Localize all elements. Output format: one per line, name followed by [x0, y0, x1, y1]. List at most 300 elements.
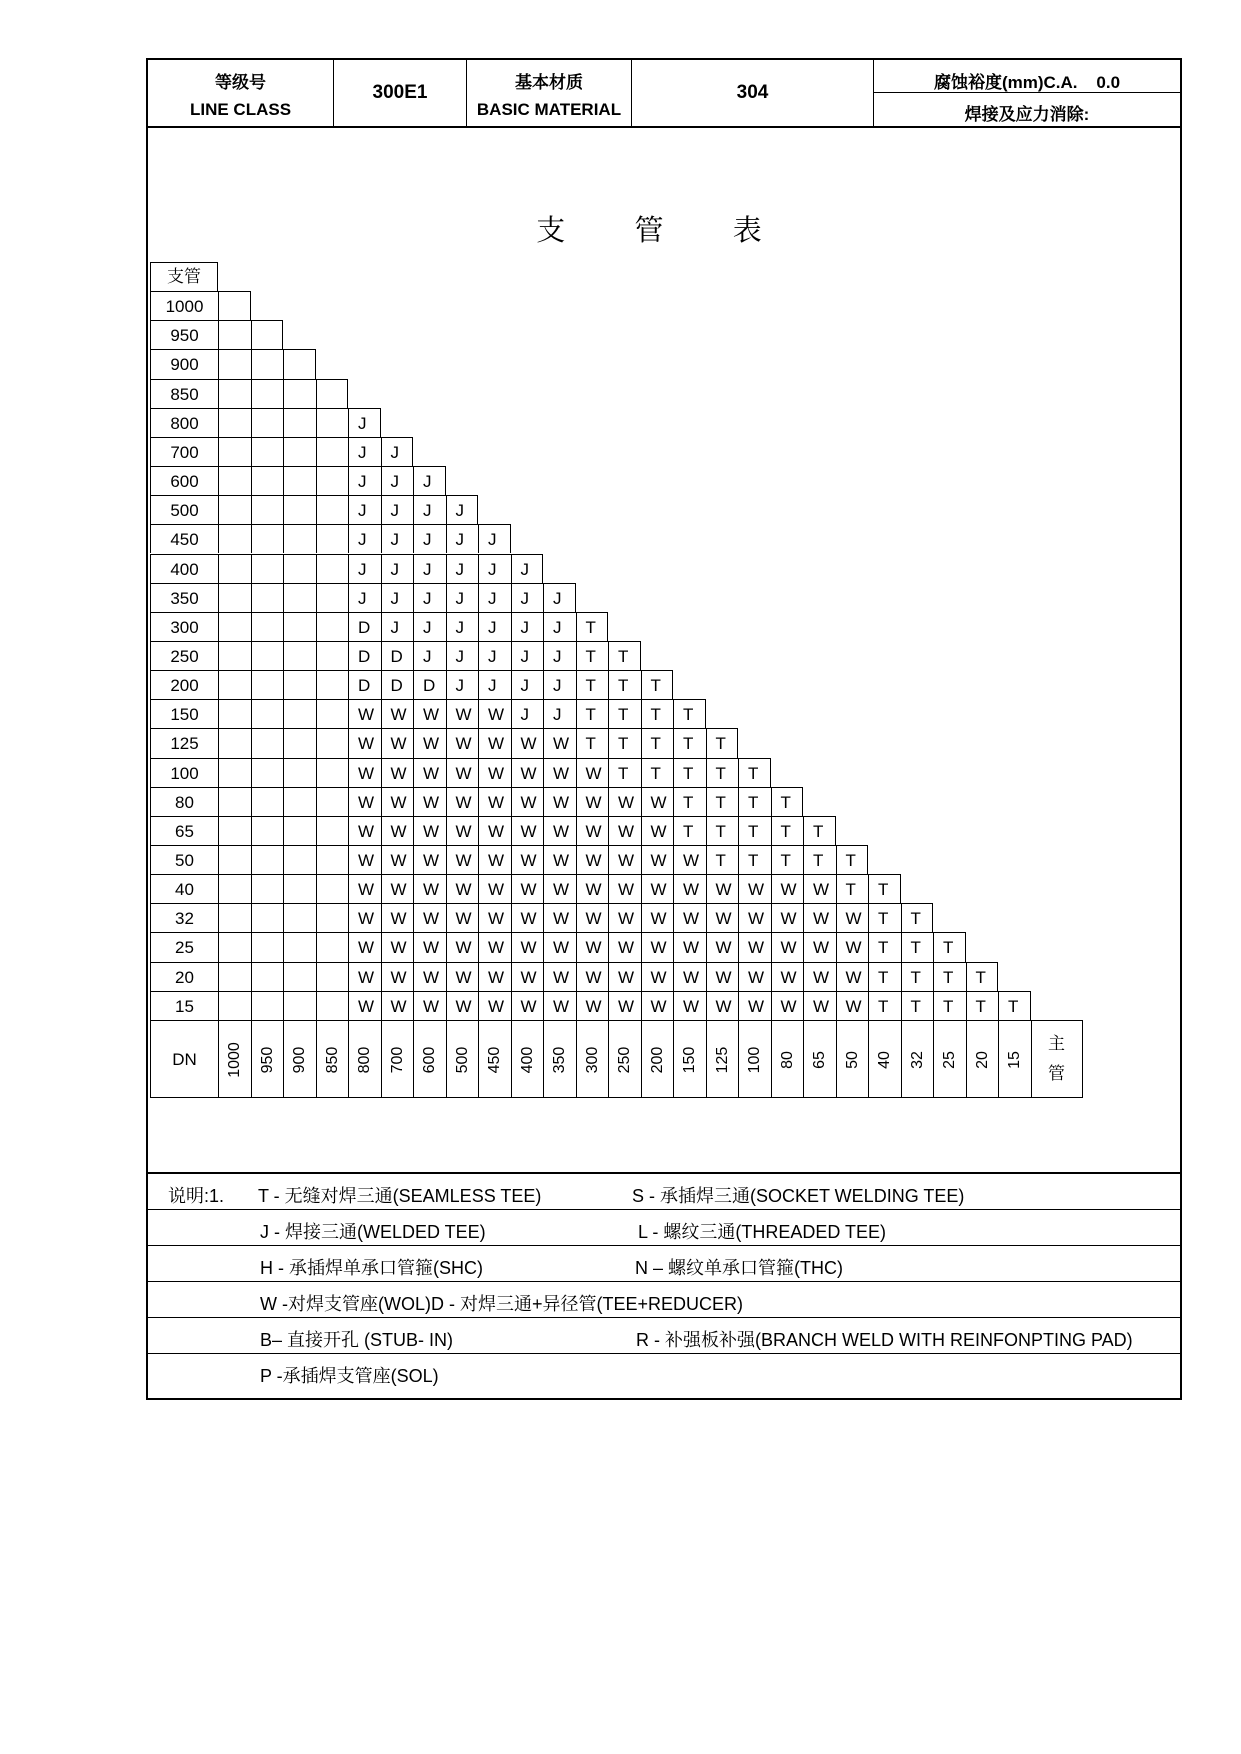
main-size-label	[218, 1020, 251, 1098]
branch-size-label: 1000	[150, 291, 218, 320]
table-cell	[316, 903, 349, 932]
branch-size-label: 100	[150, 758, 218, 787]
table-cell	[316, 874, 349, 903]
main-size-label	[673, 1020, 706, 1098]
main-size-label	[348, 1020, 381, 1098]
table-cell: J	[413, 612, 446, 641]
table-cell	[251, 670, 284, 699]
note-left: J - 焊接三通(WELDED TEE)	[260, 1222, 486, 1242]
material-value-cell	[632, 60, 874, 126]
table-cell: W	[348, 962, 381, 991]
table-cell: J	[348, 437, 381, 466]
table-cell: W	[608, 903, 641, 932]
branch-size-label: 900	[150, 349, 218, 378]
table-cell: J	[543, 583, 576, 612]
branch-size-label: 800	[150, 408, 218, 437]
main-size-label	[738, 1020, 771, 1098]
table-cell	[283, 641, 316, 670]
table-cell	[218, 554, 251, 583]
note-right: L - 螺纹三通(THREADED TEE)	[638, 1222, 887, 1242]
table-cell	[316, 670, 349, 699]
table-cell: J	[511, 583, 544, 612]
table-cell	[316, 932, 349, 961]
table-cell	[218, 641, 251, 670]
table-cell: D	[381, 670, 414, 699]
note-row	[148, 1354, 1180, 1390]
table-cell	[218, 612, 251, 641]
table-cell: W	[478, 728, 511, 757]
note-row	[148, 1246, 1180, 1282]
table-cell	[251, 554, 284, 583]
table-cell: W	[478, 787, 511, 816]
main-size-label	[998, 1020, 1031, 1098]
branch-size-label: 50	[150, 845, 218, 874]
table-cell: W	[608, 962, 641, 991]
table-cell: W	[673, 874, 706, 903]
main-size-text: 900	[291, 1046, 308, 1074]
table-cell: T	[901, 903, 934, 932]
welding-stress-relief: 焊接及应力消除:	[964, 105, 1090, 124]
main-size-label	[446, 1020, 479, 1098]
note-row	[148, 1282, 1180, 1318]
table-cell: W	[576, 787, 609, 816]
table-cell: W	[673, 962, 706, 991]
table-cell	[283, 845, 316, 874]
table-cell: W	[608, 816, 641, 845]
table-cell: J	[446, 554, 479, 583]
table-cell: W	[478, 991, 511, 1020]
table-cell	[218, 320, 251, 349]
table-cell: W	[446, 758, 479, 787]
table-cell: W	[576, 816, 609, 845]
table-cell: W	[446, 728, 479, 757]
table-cell: W	[836, 962, 869, 991]
main-size-label	[251, 1020, 284, 1098]
main-size-label	[901, 1020, 934, 1098]
line-class-value-cell	[334, 60, 467, 126]
table-cell: W	[543, 903, 576, 932]
table-cell: W	[511, 874, 544, 903]
table-cell: T	[901, 962, 934, 991]
main-size-text: 950	[258, 1046, 276, 1074]
table-cell: W	[413, 903, 446, 932]
main-size-text: 600	[421, 1046, 438, 1074]
table-cell: W	[803, 962, 836, 991]
table-cell	[283, 495, 316, 524]
notes-prefix: 说明:1.	[168, 1186, 225, 1206]
table-cell: D	[381, 641, 414, 670]
table-cell: W	[641, 903, 674, 932]
main-size-text: 80	[778, 1051, 796, 1069]
notes-block	[148, 1172, 1180, 1386]
main-size-text: 200	[648, 1046, 666, 1074]
main-size-label	[706, 1020, 739, 1098]
table-cell: J	[413, 554, 446, 583]
table-cell: W	[348, 903, 381, 932]
table-cell	[316, 787, 349, 816]
branch-size-label: 350	[150, 583, 218, 612]
table-cell	[316, 379, 349, 408]
table-cell: W	[478, 962, 511, 991]
table-cell	[218, 437, 251, 466]
branch-size-label: 80	[150, 787, 218, 816]
table-cell	[283, 524, 316, 553]
table-cell: W	[413, 816, 446, 845]
table-cell	[251, 437, 284, 466]
table-cell: W	[478, 816, 511, 845]
main-size-label	[478, 1020, 511, 1098]
header-block	[148, 60, 1180, 128]
table-cell: T	[641, 699, 674, 728]
main-size-text: 400	[518, 1046, 536, 1074]
table-cell: W	[413, 758, 446, 787]
table-cell: J	[413, 524, 446, 553]
table-cell	[218, 466, 251, 495]
table-cell: T	[608, 670, 641, 699]
table-cell: J	[413, 641, 446, 670]
corrosion-cell	[874, 60, 1180, 126]
branch-size-label: 15	[150, 991, 218, 1020]
table-cell	[218, 728, 251, 757]
main-size-label	[868, 1020, 901, 1098]
table-cell: J	[446, 583, 479, 612]
main-size-label	[641, 1020, 674, 1098]
table-cell: W	[413, 845, 446, 874]
table-cell	[316, 408, 349, 437]
table-cell: W	[413, 699, 446, 728]
table-cell: J	[446, 670, 479, 699]
table-cell: W	[576, 903, 609, 932]
table-cell	[316, 699, 349, 728]
branch-size-label: 125	[150, 728, 218, 757]
table-cell: J	[413, 466, 446, 495]
table-cell: T	[803, 816, 836, 845]
table-cell	[251, 903, 284, 932]
table-cell: T	[868, 932, 901, 961]
table-cell	[283, 728, 316, 757]
main-header-char: 管	[1048, 1063, 1065, 1084]
table-cell: T	[706, 816, 739, 845]
table-cell: J	[413, 495, 446, 524]
table-cell: T	[868, 962, 901, 991]
table-cell: W	[641, 932, 674, 961]
table-cell	[283, 699, 316, 728]
main-size-text: 40	[876, 1051, 893, 1069]
table-cell: T	[868, 991, 901, 1020]
table-cell: W	[511, 845, 544, 874]
table-cell: W	[511, 962, 544, 991]
table-cell	[218, 408, 251, 437]
table-cell	[283, 816, 316, 845]
table-cell	[316, 641, 349, 670]
table-cell: W	[771, 874, 804, 903]
table-cell	[283, 612, 316, 641]
page-title: 支 管 表	[536, 213, 792, 247]
note-right: N – 螺纹单承口管箍(THC)	[635, 1258, 843, 1278]
table-cell	[283, 962, 316, 991]
table-cell: W	[511, 932, 544, 961]
table-cell: W	[348, 816, 381, 845]
main-size-text: 1000	[226, 1042, 243, 1078]
table-cell: T	[706, 845, 739, 874]
table-cell	[283, 670, 316, 699]
table-cell: W	[608, 932, 641, 961]
table-cell: J	[348, 495, 381, 524]
table-cell: W	[738, 874, 771, 903]
table-cell	[218, 816, 251, 845]
note-right: R - 补强板补强(BRANCH WELD WITH REINFONPTING PAD)	[636, 1330, 1133, 1350]
table-cell: W	[446, 962, 479, 991]
table-cell: J	[543, 612, 576, 641]
table-cell	[251, 787, 284, 816]
table-cell: T	[966, 962, 999, 991]
table-cell: W	[641, 816, 674, 845]
main-size-text: 350	[551, 1046, 568, 1074]
table-cell: W	[446, 991, 479, 1020]
table-cell: J	[381, 612, 414, 641]
table-cell: W	[413, 874, 446, 903]
table-cell: W	[348, 845, 381, 874]
table-cell: T	[706, 787, 739, 816]
note-row	[148, 1174, 1180, 1210]
main-size-text: 500	[453, 1046, 471, 1074]
note-left: B– 直接开孔 (STUB- IN)	[260, 1330, 454, 1350]
table-cell: W	[348, 787, 381, 816]
table-cell	[283, 437, 316, 466]
table-cell: W	[576, 932, 609, 961]
table-cell	[251, 379, 284, 408]
main-size-label	[381, 1020, 414, 1098]
branch-size-label: 700	[150, 437, 218, 466]
branch-size-label: 250	[150, 641, 218, 670]
table-cell: W	[576, 845, 609, 874]
material-en: BASIC MATERIAL	[476, 100, 622, 119]
table-cell	[218, 524, 251, 553]
table-cell: J	[446, 612, 479, 641]
table-cell: T	[673, 728, 706, 757]
table-cell: D	[348, 641, 381, 670]
table-cell: J	[511, 699, 544, 728]
table-cell	[316, 524, 349, 553]
table-cell: W	[543, 962, 576, 991]
table-cell: W	[836, 932, 869, 961]
table-cell: W	[706, 991, 739, 1020]
main-size-text: 125	[713, 1046, 731, 1074]
table-cell: J	[478, 641, 511, 670]
table-cell: W	[381, 991, 414, 1020]
main-size-label	[576, 1020, 609, 1098]
branch-size-label: 850	[150, 379, 218, 408]
table-cell	[316, 583, 349, 612]
table-cell	[251, 991, 284, 1020]
table-cell	[316, 991, 349, 1020]
table-cell: T	[706, 758, 739, 787]
table-cell: W	[381, 787, 414, 816]
table-cell: J	[413, 583, 446, 612]
table-cell: W	[478, 699, 511, 728]
table-cell: T	[901, 991, 934, 1020]
table-cell: W	[446, 816, 479, 845]
main-size-label	[608, 1020, 641, 1098]
line-class-cell	[148, 60, 334, 126]
table-cell: W	[608, 787, 641, 816]
table-cell: J	[543, 641, 576, 670]
table-cell: W	[478, 758, 511, 787]
table-cell: W	[511, 903, 544, 932]
table-cell	[283, 932, 316, 961]
table-cell	[316, 495, 349, 524]
table-cell: W	[543, 874, 576, 903]
table-cell	[316, 437, 349, 466]
main-header	[1031, 1020, 1083, 1098]
table-cell	[218, 903, 251, 932]
main-size-label	[966, 1020, 999, 1098]
table-cell: W	[543, 728, 576, 757]
table-cell: J	[478, 612, 511, 641]
main-size-text: 250	[616, 1046, 633, 1074]
table-cell	[283, 903, 316, 932]
table-cell: W	[608, 845, 641, 874]
table-cell: W	[576, 758, 609, 787]
table-cell: W	[381, 758, 414, 787]
table-cell: D	[413, 670, 446, 699]
main-size-text: 25	[941, 1051, 958, 1069]
table-cell: W	[706, 932, 739, 961]
table-cell: W	[381, 816, 414, 845]
branch-size-label: 150	[150, 699, 218, 728]
table-cell: T	[868, 903, 901, 932]
table-cell: W	[576, 962, 609, 991]
table-cell: T	[998, 991, 1031, 1020]
note-row	[148, 1318, 1180, 1354]
table-cell: W	[446, 699, 479, 728]
main-size-text: 65	[811, 1051, 828, 1069]
table-cell: J	[446, 524, 479, 553]
branch-size-label: 300	[150, 612, 218, 641]
table-cell	[218, 379, 251, 408]
note-left: W -对焊支管座(WOL)D - 对焊三通+异径管(TEE+REDUCER)	[260, 1294, 743, 1314]
table-cell: W	[413, 962, 446, 991]
table-cell	[251, 699, 284, 728]
main-size-label	[836, 1020, 869, 1098]
table-cell	[218, 670, 251, 699]
table-cell	[283, 379, 316, 408]
table-cell: W	[381, 728, 414, 757]
branch-size-label: 25	[150, 932, 218, 961]
table-cell: T	[966, 991, 999, 1020]
table-cell: W	[348, 699, 381, 728]
table-cell: W	[803, 991, 836, 1020]
table-cell: J	[446, 495, 479, 524]
table-cell: W	[673, 932, 706, 961]
branch-size-label: 65	[150, 816, 218, 845]
main-size-label	[316, 1020, 349, 1098]
table-cell: J	[511, 641, 544, 670]
table-cell: W	[706, 874, 739, 903]
table-cell: W	[706, 962, 739, 991]
table-cell: W	[381, 903, 414, 932]
table-cell: T	[836, 874, 869, 903]
branch-size-label: 200	[150, 670, 218, 699]
table-cell: T	[608, 728, 641, 757]
table-cell	[283, 349, 316, 378]
spec-sheet	[146, 58, 1182, 1400]
table-cell: W	[576, 991, 609, 1020]
branch-size-label: 950	[150, 320, 218, 349]
main-size-text: 32	[908, 1051, 926, 1069]
table-cell: J	[348, 408, 381, 437]
table-cell	[251, 845, 284, 874]
table-cell: J	[348, 466, 381, 495]
table-cell: W	[673, 903, 706, 932]
table-cell	[316, 466, 349, 495]
table-cell: W	[446, 787, 479, 816]
table-cell: W	[803, 903, 836, 932]
table-cell: J	[381, 495, 414, 524]
table-cell: W	[771, 991, 804, 1020]
table-cell: W	[511, 991, 544, 1020]
main-size-label	[413, 1020, 446, 1098]
table-cell: W	[478, 845, 511, 874]
table-cell: W	[348, 932, 381, 961]
table-cell	[218, 962, 251, 991]
branch-size-label: 500	[150, 495, 218, 524]
table-cell	[251, 524, 284, 553]
line-class-en: LINE CLASS	[189, 100, 292, 119]
branch-size-label: 20	[150, 962, 218, 991]
line-class-cn: 等级号	[215, 73, 266, 92]
table-cell: W	[478, 932, 511, 961]
table-cell: J	[478, 554, 511, 583]
table-cell	[283, 408, 316, 437]
table-cell	[218, 291, 251, 320]
table-cell: W	[641, 962, 674, 991]
material-cell	[467, 60, 632, 126]
table-cell: W	[836, 991, 869, 1020]
table-cell: W	[511, 758, 544, 787]
table-cell	[251, 495, 284, 524]
main-size-label	[543, 1020, 576, 1098]
table-cell: W	[803, 932, 836, 961]
main-size-text: 50	[843, 1051, 861, 1069]
table-cell: W	[543, 932, 576, 961]
table-cell: W	[348, 991, 381, 1020]
table-cell	[251, 320, 284, 349]
table-cell: T	[641, 758, 674, 787]
table-cell: J	[446, 641, 479, 670]
table-cell: W	[738, 991, 771, 1020]
table-cell	[251, 612, 284, 641]
table-cell: T	[771, 845, 804, 874]
main-size-label	[803, 1020, 836, 1098]
main-size-text: 150	[681, 1046, 698, 1074]
table-cell	[251, 816, 284, 845]
table-cell	[251, 408, 284, 437]
table-cell: J	[381, 524, 414, 553]
table-cell: D	[348, 612, 381, 641]
table-cell: T	[933, 991, 966, 1020]
note-right: S - 承插焊三通(SOCKET WELDING TEE)	[632, 1186, 965, 1206]
table-cell	[218, 845, 251, 874]
table-cell	[316, 758, 349, 787]
table-cell: J	[348, 583, 381, 612]
table-cell: W	[771, 932, 804, 961]
table-cell: W	[673, 845, 706, 874]
main-size-text: 100	[746, 1046, 763, 1074]
table-cell: W	[641, 991, 674, 1020]
table-cell	[218, 991, 251, 1020]
table-cell: W	[511, 787, 544, 816]
